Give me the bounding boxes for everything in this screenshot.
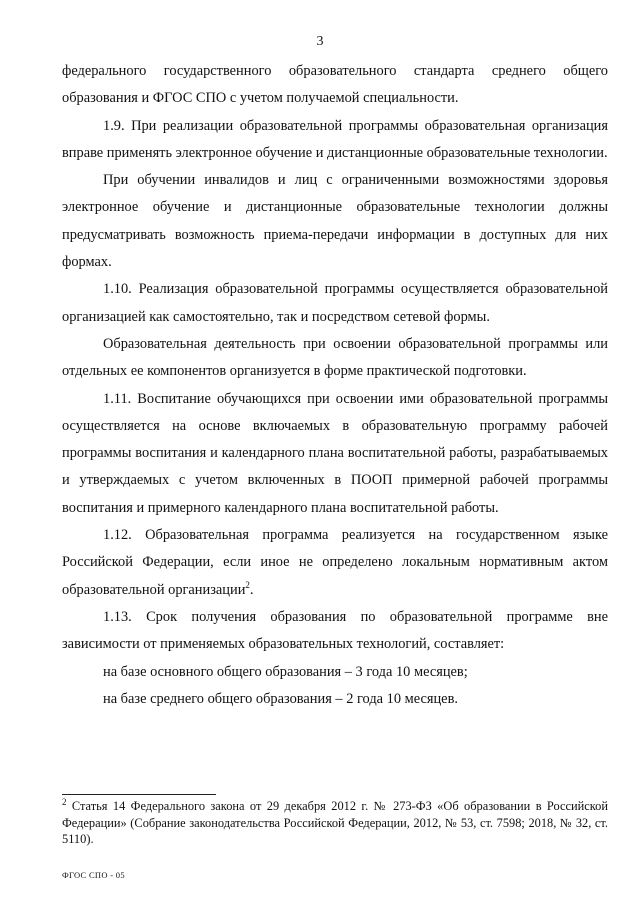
- footnote-divider: [62, 794, 216, 795]
- page-number: 3: [316, 34, 324, 49]
- footnote-text: Статья 14 Федерального закона от 29 декабря 2012 г. № 273-ФЗ «Об образовании в Российской Федерации» (Собрание законодательства Российской Федерации, 2012, № 53, ст. 7598; 2018, № 32, ст. 5110).: [62, 799, 608, 846]
- paragraph-1-9: 1.9. При реализации образовательной программы образовательная организация вправе применять электронное обучение и дистанционные образовательные технологии.: [62, 117, 608, 161]
- footnote-reference[interactable]: 2: [245, 579, 250, 590]
- footnote: [62, 798, 608, 848]
- document-body: [62, 58, 608, 713]
- paragraph-1-12-text: 1.12. Образовательная программа реализуется на государственном языке Российской Федерации, если иное не определено локальным нормативным актом образовательной организации: [62, 527, 608, 598]
- paragraph-practical-training: Образовательная деятельность при освоении образовательной программы или отдельных ее компонентов организуется в форме практической подготовки.: [62, 335, 608, 380]
- paragraph-1-10: 1.10. Реализация образовательной программы осуществляется образовательной организацией как самостоятельно, так и посредством сетевой формы.: [62, 281, 608, 325]
- paragraph-1-13: 1.13. Срок получения образования по образовательной программе вне зависимости от применяемых образовательных технологий, составляет:: [62, 608, 608, 653]
- paragraph-1-12: [62, 522, 608, 604]
- paragraph-disabled-persons: При обучении инвалидов и лиц с ограниченными возможностями здоровья электронное обучение и дистанционные образовательные технологии должны предусматривать возможность приема-передачи информации в доступных для них формах.: [62, 172, 608, 271]
- paragraph-term-secondary: на базе среднего общего образования – 2 года 10 месяцев.: [103, 690, 458, 707]
- paragraph-1-12-end: .: [249, 581, 254, 598]
- footnote-marker: 2: [62, 796, 67, 807]
- paragraph-term-basic: на базе основного общего образования – 3 года 10 месяцев;: [103, 663, 468, 680]
- document-code: ФГОС СПО - 05: [62, 870, 125, 880]
- paragraph-continuation: федерального государственного образовательного стандарта среднего общего образования и ФГОС СПО с учетом получаемой специальности.: [62, 63, 608, 107]
- paragraph-1-11: 1.11. Воспитание обучающихся при освоении ими образовательной программы осуществляется на основе включаемых в образовательную программу рабочей программы воспитания и календарного плана воспитательной работы, разрабатываемых и утверждаемых с учетом включенных в ПООП примерной рабочей программы воспитания и примерного календарного плана воспитательной работы.: [62, 390, 608, 516]
